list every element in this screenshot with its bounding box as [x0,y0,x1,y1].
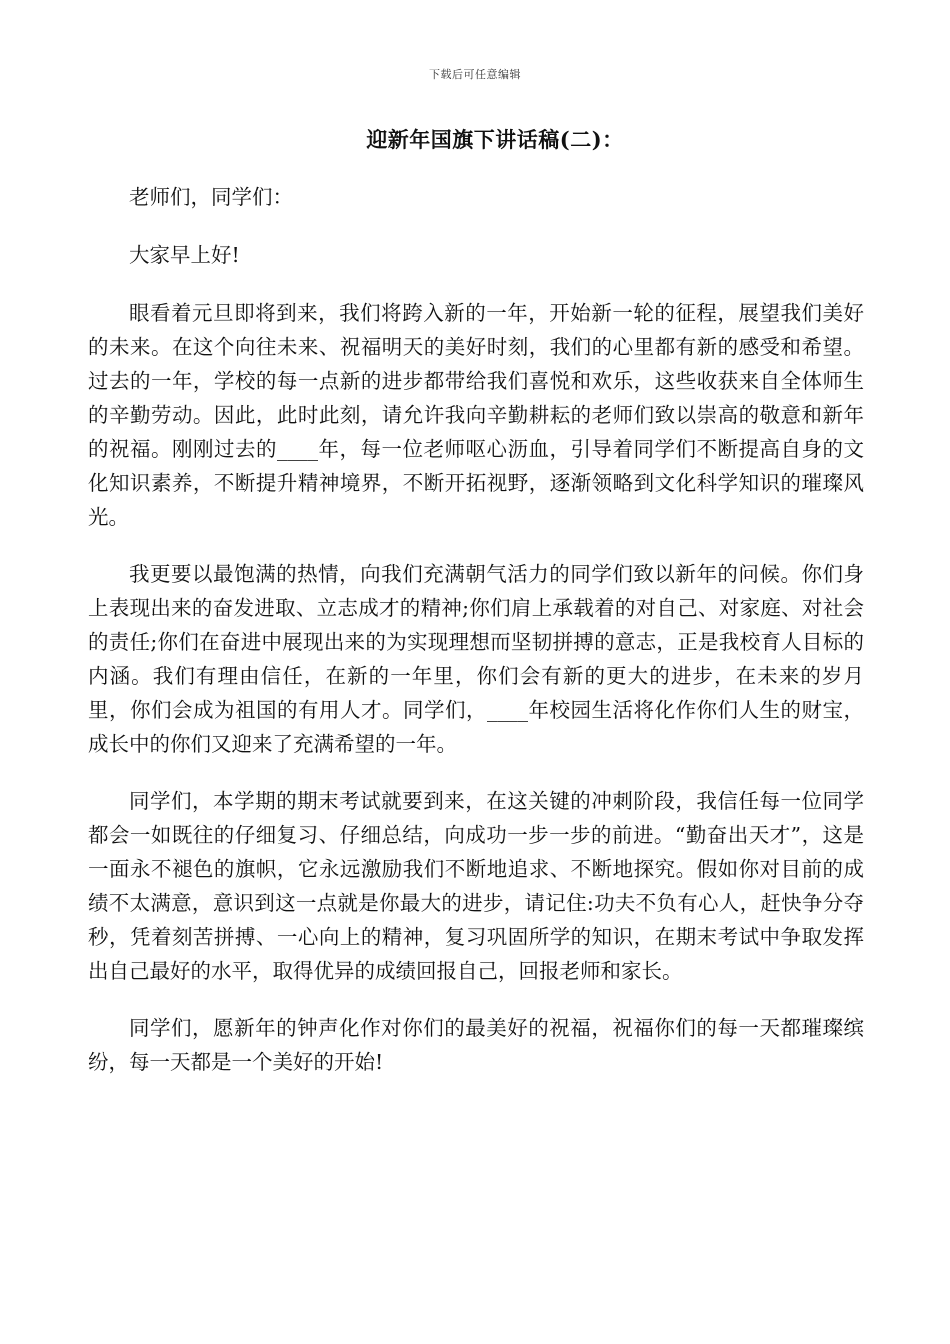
salutation: 老师们，同学们： [129,185,293,209]
paragraph-4: 同学们，愿新年的钟声化作对你们的最美好的祝福，祝福你们的每一天都璀璨缤纷，每一天都是一个美好的开始! [88,1016,864,1074]
paragraph-1: 眼看着元旦即将到来，我们将跨入新的一年，开始新一轮的征程，展望我们美好的未来。在这个向往未来、祝福明天的美好时刻，我们的心里都有新的感受和希望。过去的一年，学校的每一点新的进步都带给我们喜悦和欢乐，这些收获来自全体师生的辛勤劳动。因此，此时此刻，请允许我向辛勤耕耘的老师们致以崇高的敬意和新年的祝福。刚刚过去的____年，每一位老师呕心沥血，引导着同学们不断提高自身的文化知识素养，不断提升精神境界，不断开拓视野，逐渐领略到文化科学知识的璀璨风光。 [88,301,864,529]
document-body [88,180,864,1102]
paragraph-3: 同学们，本学期的期末考试就要到来，在这关键的冲刺阶段，我信任每一位同学都会一如既往的仔细复习、仔细总结，向成功一步一步的前进。“勤奋出天才”，这是一面永不褪色的旗帜，它永远激励我们不断地追求、不断地探究。假如你对目前的成绩不太满意，意识到这一点就是你最大的进步，请记住:功夫不负有心人，赶快争分夺秒，凭着刻苦拼搏、一心向上的精神，复习巩固所学的知识，在期末考试中争取发挥出自己最好的水平，取得优异的成绩回报自己，回报老师和家长。 [88,789,864,983]
header-note: 下载后可任意编辑 [429,68,521,81]
greeting: 大家早上好! [129,243,240,267]
document-title: 迎新年国旗下讲话稿(二)： [366,127,624,152]
paragraph-2: 我更要以最饱满的热情，向我们充满朝气活力的同学们致以新年的问候。你们身上表现出来的奋发进取、立志成才的精神;你们肩上承载着的对自己、对家庭、对社会的责任;你们在奋进中展现出来的为实现理想而坚韧拼搏的意志，正是我校育人目标的内涵。我们有理由信任，在新的一年里，你们会有新的更大的进步，在未来的岁月里，你们会成为祖国的有用人才。同学们，____年校园生活将化作你们人生的财宝，成长中的你们又迎来了充满希望的一年。 [88,562,864,756]
